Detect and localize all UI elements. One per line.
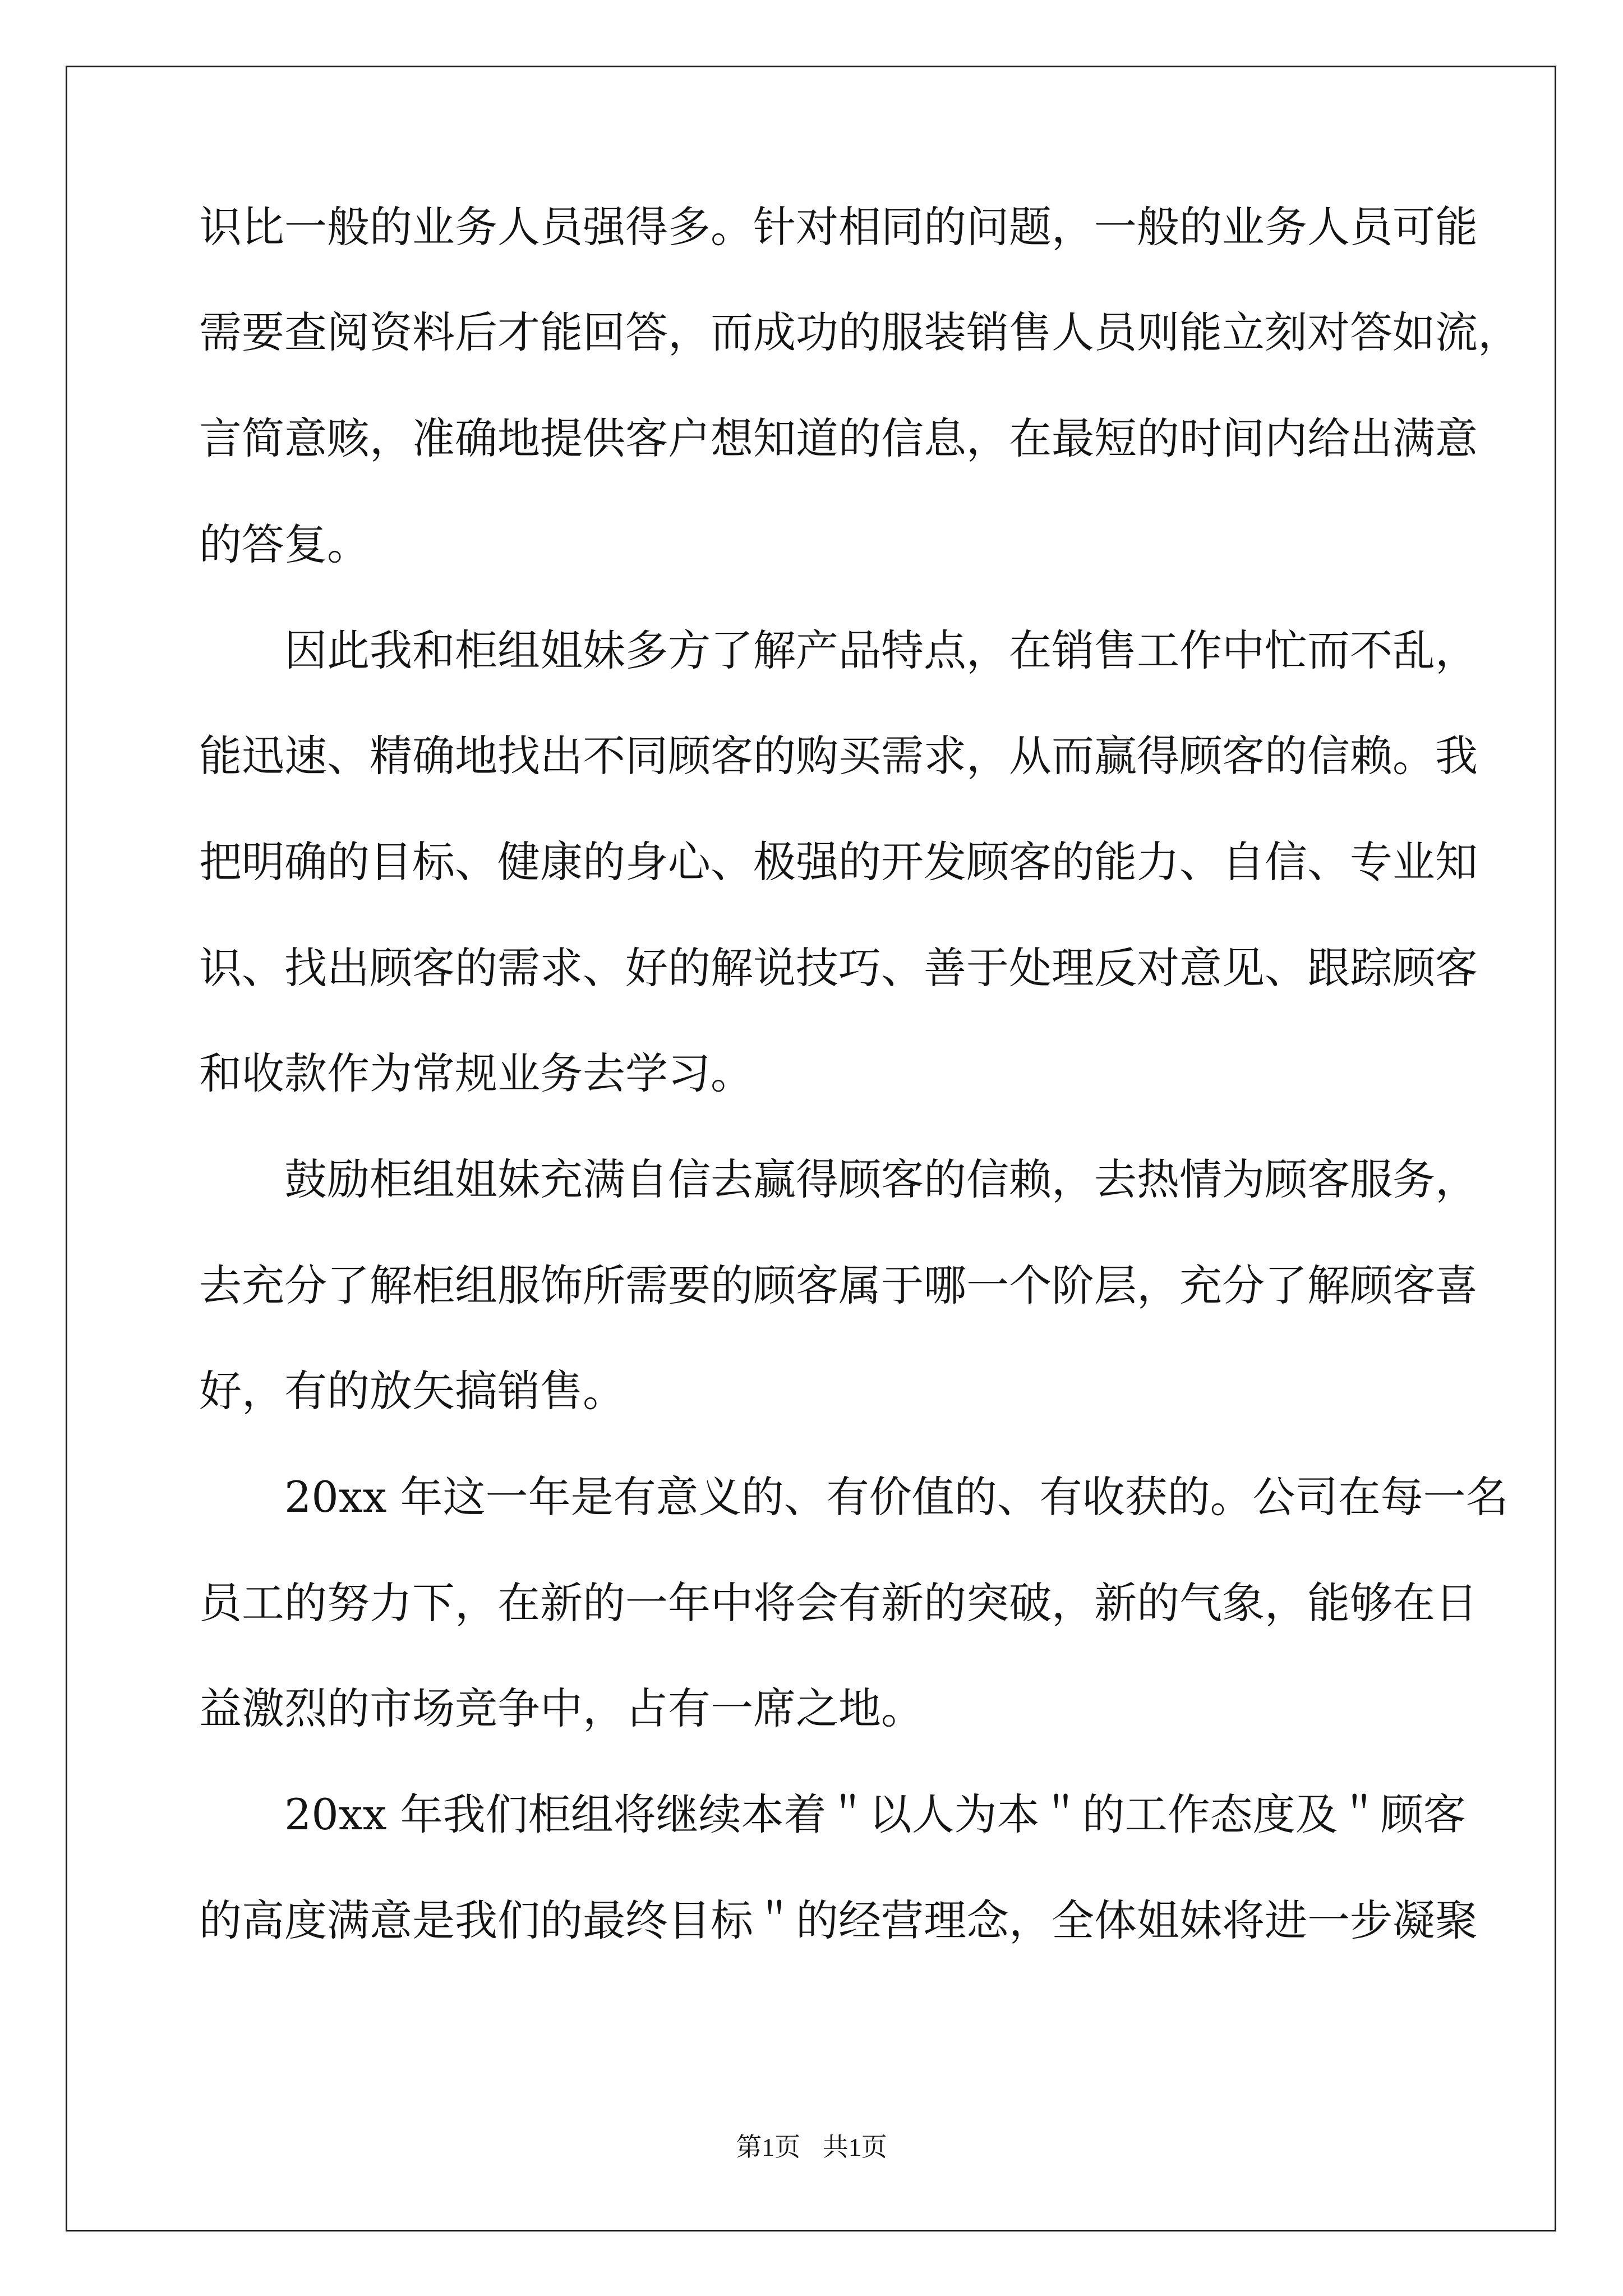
text-line: 员工的努力下，在新的一年中将会有新的突破，新的气象，能够在日 — [199, 1578, 1478, 1628]
text-line: 的高度满意是我们的最终目标＂的经营理念，全体姐妹将进一步凝聚 — [199, 1895, 1478, 1945]
paragraph-first-line: 因此我和柜组姐妹多方了解产品特点，在销售工作中忙而不乱， — [284, 625, 1478, 675]
text-line: 好，有的放矢搞销售。 — [199, 1366, 625, 1416]
paragraph-first-line: 鼓励柜组姐妹充满自信去赢得顾客的信赖，去热情为顾客服务， — [284, 1154, 1478, 1204]
page-number: 第1页 — [736, 2133, 801, 2161]
text-line: 益激烈的市场竞争中，占有一席之地。 — [199, 1683, 924, 1733]
text-line: 和收款作为常规业务去学习。 — [199, 1048, 753, 1098]
text-line: 去充分了解柜组服饰所需要的顾客属于哪一个阶层，充分了解顾客喜 — [199, 1260, 1478, 1310]
paragraph-first-line: 20xx 年我们柜组将继续本着＂以人为本＂的工作态度及＂顾客 — [284, 1789, 1466, 1839]
text-line: 识比一般的业务人员强得多。针对相同的问题，一般的业务人员可能 — [199, 202, 1478, 252]
page-footer — [0, 2131, 1623, 2164]
text-line: 的答复。 — [199, 519, 370, 569]
text-line: 能迅速、精确地找出不同顾客的购买需求，从而赢得顾客的信赖。我 — [199, 731, 1478, 781]
text-line: 需要查阅资料后才能回答，而成功的服装销售人员则能立刻对答如流， — [199, 307, 1520, 357]
page-total: 共1页 — [822, 2133, 887, 2161]
text-line: 识、找出顾客的需求、好的解说技巧、善于处理反对意见、跟踪顾客 — [199, 943, 1478, 993]
paragraph-first-line: 20xx 年这一年是有意义的、有价值的、有收获的。公司在每一名 — [284, 1472, 1509, 1522]
text-line: 把明确的目标、健康的身心、极强的开发顾客的能力、自信、专业知 — [199, 837, 1478, 887]
text-line: 言简意赅，准确地提供客户想知道的信息，在最短的时间内给出满意 — [199, 413, 1478, 463]
